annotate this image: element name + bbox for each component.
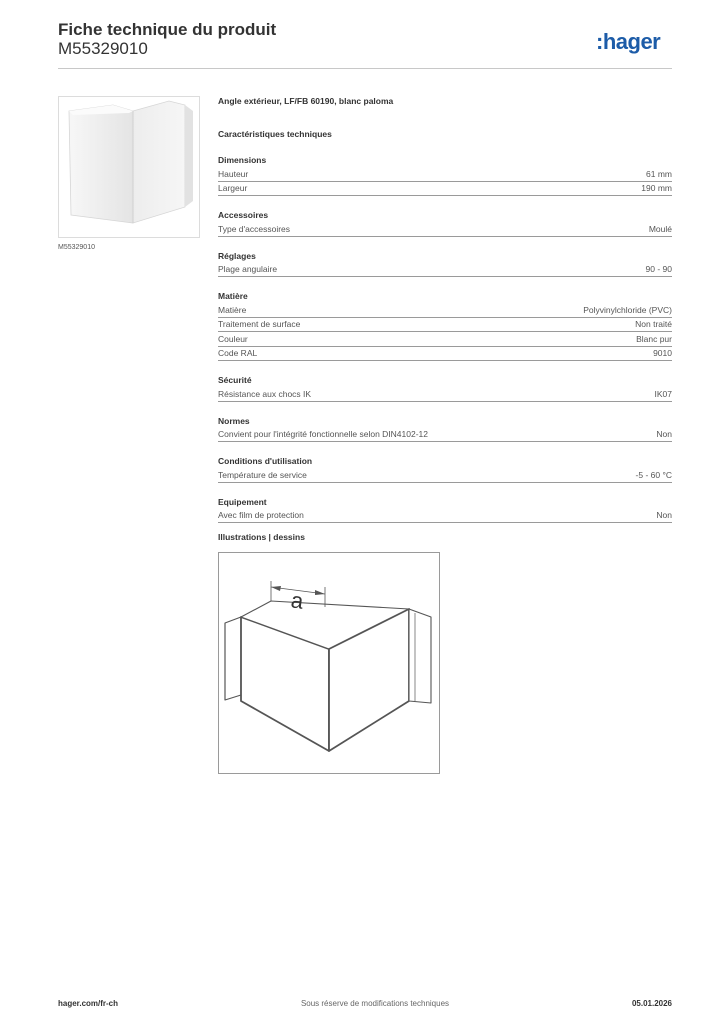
section-title: Réglages (218, 250, 256, 261)
spec-row (218, 387, 672, 402)
section-equipement (218, 496, 672, 524)
spec-label: Largeur (218, 183, 248, 194)
header-divider (58, 68, 672, 69)
spec-row (218, 222, 672, 237)
spec-label: Type d'accessoires (218, 223, 291, 234)
page-title: Fiche technique du produit (58, 20, 277, 39)
dimension-label: a (289, 587, 305, 614)
spec-row (218, 332, 672, 347)
spec-value: 190 mm (641, 183, 672, 194)
corner-drawing (219, 553, 439, 773)
product-photo (58, 96, 200, 238)
spec-label: Traitement de surface (218, 319, 301, 330)
spec-row (218, 182, 672, 197)
illustrations-heading: Illustrations | dessins (218, 532, 305, 542)
spec-row (218, 318, 672, 333)
hager-logo[interactable]: :hager (596, 29, 661, 54)
spec-label: Avec film de protection (218, 510, 304, 521)
spec-value: 90 - 90 (645, 264, 672, 275)
spec-row (218, 263, 672, 278)
spec-row (218, 468, 672, 483)
spec-label: Résistance aux chocs IK (218, 388, 312, 399)
product-description: Angle extérieur, LF/FB 60190, blanc paloma (218, 96, 394, 106)
corner-piece-image (59, 97, 199, 237)
section-reglages (218, 250, 672, 278)
spec-label: Hauteur (218, 168, 249, 179)
section-title: Dimensions (218, 155, 267, 165)
tech-heading: Caractéristiques techniques (218, 129, 332, 139)
spec-value: -5 - 60 °C (635, 469, 672, 480)
section-securite (218, 374, 672, 402)
spec-row (218, 428, 672, 443)
technical-drawing (218, 552, 440, 774)
section-conditions (218, 455, 672, 483)
spec-label: Convient pour l'intégrité fonctionnelle selon DIN4102-12 (218, 429, 429, 440)
section-title: Equipement (218, 496, 267, 507)
section-accessoires (218, 209, 672, 237)
product-code: M55329010 (58, 39, 148, 58)
section-title: Accessoires (218, 210, 269, 220)
spec-value: 61 mm (646, 168, 672, 179)
spec-value: Non traité (635, 319, 672, 330)
photo-caption: M55329010 (58, 244, 95, 251)
section-title: Conditions d'utilisation (218, 456, 313, 466)
section-normes (218, 415, 672, 443)
spec-label: Plage angulaire (218, 264, 278, 275)
spec-row (218, 509, 672, 524)
spec-label: Code RAL (218, 348, 258, 359)
section-matiere (218, 290, 672, 361)
footer-date: 05.01.2026 (631, 999, 672, 1008)
spec-row (218, 167, 672, 182)
spec-row (218, 303, 672, 318)
section-title: Normes (218, 415, 250, 426)
spec-value: 9010 (653, 348, 672, 359)
section-title: Sécurité (218, 375, 252, 385)
spec-value: Non (656, 429, 672, 440)
spec-content (218, 96, 672, 523)
section-dimensions (218, 154, 672, 196)
spec-value: IK07 (654, 388, 672, 399)
footer (58, 999, 672, 1008)
footer-disclaimer: Sous réserve de modifications techniques (300, 999, 450, 1008)
footer-website-link[interactable]: hager.com/fr-ch (58, 999, 119, 1008)
spec-label: Matière (218, 304, 247, 315)
spec-value: Blanc pur (636, 333, 672, 344)
spec-label: Couleur (218, 333, 248, 344)
spec-value: Polyvinylchloride (PVC) (583, 304, 672, 315)
section-title: Matière (218, 291, 248, 301)
spec-value: Moulé (648, 223, 672, 234)
spec-value: Non (656, 510, 672, 521)
spec-row (218, 347, 672, 362)
spec-label: Température de service (218, 469, 307, 480)
